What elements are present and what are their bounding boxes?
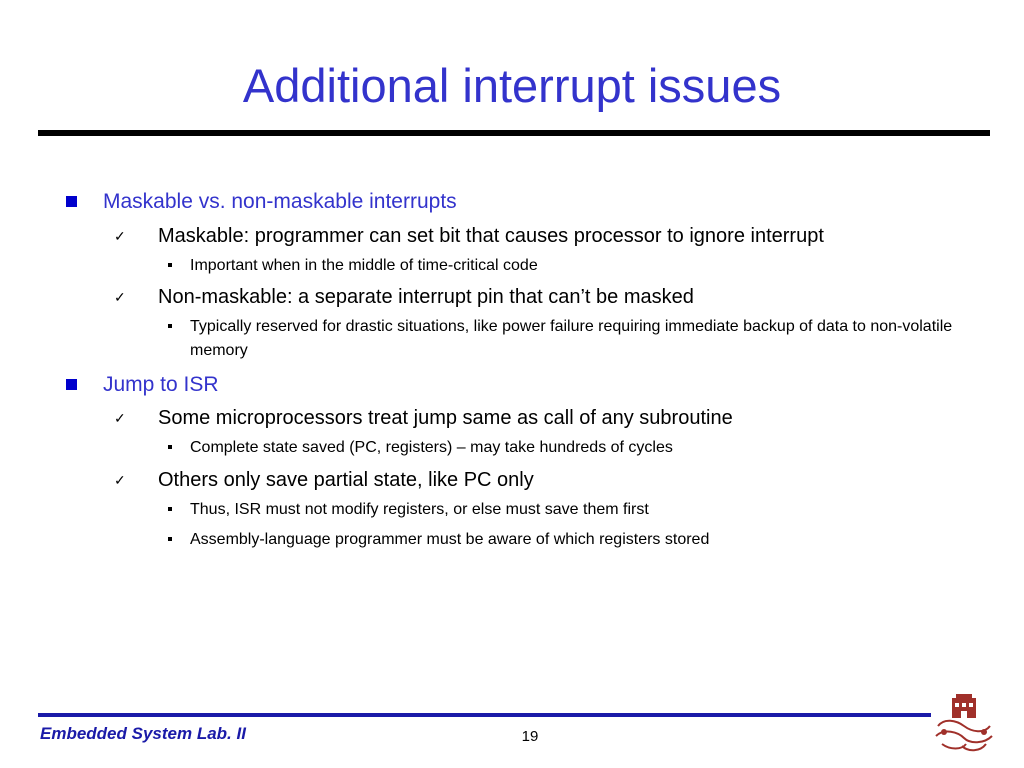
university-emblem-icon	[932, 692, 996, 754]
sub-bullet-maskable	[114, 223, 824, 249]
page-number: 19	[521, 728, 539, 745]
checkmark-icon: ✓	[114, 289, 126, 305]
sub-bullet-text: Some microprocessors treat jump same as call of any subroutine	[158, 407, 733, 429]
small-square-bullet-icon	[168, 537, 172, 541]
checkmark-icon: ✓	[114, 410, 126, 426]
detail-text: Complete state saved (PC, registers) – may take hundreds of cycles	[190, 439, 673, 456]
bullet-jump-to-isr	[66, 372, 219, 398]
detail-time-critical	[168, 254, 980, 278]
square-bullet-icon	[66, 196, 77, 207]
square-bullet-icon	[66, 379, 77, 390]
sub-bullet-text: Others only save partial state, like PC only	[158, 469, 534, 491]
bullet-maskable-vs-non-maskable	[66, 189, 457, 215]
sub-bullet-text: Maskable: programmer can set bit that causes processor to ignore interrupt	[158, 225, 824, 247]
slide-title: Additional interrupt issues	[242, 59, 782, 112]
small-square-bullet-icon	[168, 324, 172, 328]
footer-course-name: Embedded System Lab. II	[40, 724, 246, 743]
checkmark-icon: ✓	[114, 472, 126, 488]
sub-bullet-jump-same-as-call	[114, 405, 733, 431]
detail-text: Important when in the middle of time-critical code	[190, 257, 538, 274]
sub-bullet-partial-state	[114, 467, 534, 493]
small-square-bullet-icon	[168, 507, 172, 511]
detail-text: Typically reserved for drastic situations, like power failure requiring immediate backup of data to non-volatile memory	[190, 318, 953, 359]
detail-text: Assembly-language programmer must be aware of which registers stored	[190, 531, 710, 548]
detail-drastic-situations	[168, 315, 980, 363]
detail-assembly-programmer	[168, 528, 980, 552]
bullet-text: Maskable vs. non-maskable interrupts	[103, 190, 457, 213]
detail-text: Thus, ISR must not modify registers, or else must save them first	[190, 501, 649, 518]
sub-bullet-non-maskable	[114, 284, 694, 310]
footer-divider	[38, 713, 931, 717]
small-square-bullet-icon	[168, 445, 172, 449]
sub-bullet-text: Non-maskable: a separate interrupt pin that can’t be masked	[158, 286, 694, 308]
detail-isr-must-not-modify	[168, 498, 980, 522]
detail-complete-state-saved	[168, 436, 980, 460]
checkmark-icon: ✓	[114, 228, 126, 244]
bullet-text: Jump to ISR	[103, 373, 219, 396]
small-square-bullet-icon	[168, 263, 172, 267]
